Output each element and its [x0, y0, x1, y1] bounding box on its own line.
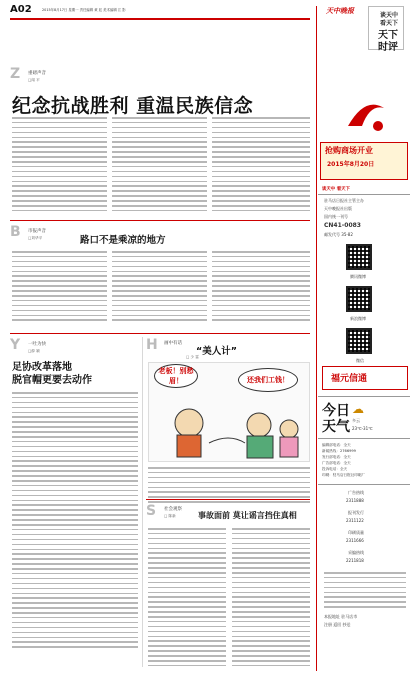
brand-emblem-icon — [340, 96, 390, 136]
date-line: 2015年8月17日 星期一 责任编辑 黄 虹 美术编辑 江 影 — [42, 8, 126, 12]
advertisement-banner[interactable] — [320, 142, 408, 180]
ad-phone-label: 广告热线 — [348, 490, 364, 495]
cartoon-title: “美人计” — [196, 346, 237, 357]
footer-line-1: 本报地址 驻马店市 — [324, 614, 358, 619]
footer-line-2: 注册 返回 抄送 — [324, 622, 351, 627]
divider — [10, 220, 310, 221]
publisher-line-1: 驻马店日报社主管主办 — [324, 198, 364, 203]
column-label: 谈天中 看天下 — [322, 187, 350, 192]
article3-title-line2: 脱官帽更要去动作 — [12, 375, 92, 386]
weather-day: 天气 — [322, 419, 350, 435]
article2-body-col3 — [212, 251, 310, 324]
column-line-2: 看天下 — [380, 20, 399, 27]
cloud-sun-icon: ☁ — [352, 402, 364, 416]
speech-bubble-left: 老板！别愁眉！ — [154, 364, 198, 388]
brand-block — [322, 6, 408, 76]
section-letter-y: Y — [10, 337, 21, 353]
section-letter-s: S — [146, 503, 157, 519]
article2-author: □刘华平 — [28, 236, 43, 240]
article4-body-col2 — [232, 528, 310, 670]
article3-author: □薛 颖 — [28, 349, 40, 353]
office-phone: 2211818 — [346, 558, 364, 563]
info-line-4: 广告部电话：全天 — [322, 461, 351, 465]
post-code: 邮发代号 35-82 — [324, 232, 353, 237]
qr-code-wechat[interactable] — [346, 328, 372, 354]
info-line-3: 发行部电话：全天 — [322, 455, 351, 459]
weather-label: 今日 — [322, 403, 350, 419]
info-line-2: 新闻热线：2766999 — [322, 449, 356, 453]
section-label: 画中有话 — [164, 341, 182, 346]
lead-title: 纪念抗战胜利 重温民族信念 — [12, 95, 254, 117]
column-line-3: 天下 — [378, 30, 398, 41]
qr-label-sina: 新浪微博 — [350, 316, 366, 321]
subscription-label: 报刊发行 — [348, 510, 364, 515]
promo-banner[interactable] — [322, 366, 408, 390]
article4-title: 事故面前 莫让谣言挡住真相 — [198, 511, 297, 520]
divider — [318, 438, 410, 439]
info-line-6: 印刷：驻马店日报社印刷厂 — [322, 473, 366, 477]
cn-code: CN41-0083 — [324, 222, 361, 229]
column-divider — [142, 337, 143, 667]
article4-body-col1 — [148, 528, 226, 670]
section-letter-z: Z — [10, 66, 21, 82]
print-phone: 2311666 — [346, 538, 364, 543]
lead-body-col1 — [12, 117, 107, 215]
column-line-4: 时评 — [378, 42, 398, 53]
info-line-1: 编辑部电话：全天 — [322, 443, 351, 447]
sidebar-border — [316, 6, 317, 671]
divider — [318, 396, 410, 397]
qr-label-wechat: 微信 — [356, 358, 364, 363]
weather-temp: 23℃-31℃ — [352, 426, 373, 431]
section-label: 社会观察 — [164, 507, 182, 512]
info-line-5: 投诉电话：全天 — [322, 467, 348, 471]
article3-title-line1: 足协改革落地 — [12, 362, 72, 373]
column-line-1: 谈天中 — [380, 12, 399, 19]
weather-desc: 多云 — [352, 418, 360, 423]
section-label: 一吐为快 — [28, 342, 46, 347]
promo-text: 福元信通 — [331, 374, 368, 384]
section-letter-b: B — [10, 224, 21, 240]
ad-title: 抢购商场开业 — [325, 146, 373, 155]
article2-title: 路口不是乘凉的地方 — [80, 235, 166, 246]
divider — [146, 499, 310, 500]
qr-code-tencent[interactable] — [346, 244, 372, 270]
divider — [318, 194, 410, 195]
lead-body-col2 — [112, 117, 207, 215]
divider — [318, 484, 410, 485]
article2-body-col1 — [12, 251, 107, 324]
page-header — [10, 6, 310, 20]
newspaper-logo: 天中晚报 — [326, 6, 354, 15]
cartoon-caption — [148, 467, 310, 506]
lead-author: □闻 平 — [28, 78, 40, 82]
ad-sub: 2015年8月20日 — [327, 161, 375, 168]
section-letter-h: H — [146, 337, 158, 353]
page-number: A02 — [10, 4, 32, 15]
qr-code-sina[interactable] — [346, 286, 372, 312]
section-label: 重磅声音 — [28, 71, 46, 76]
office-label: 采编热线 — [348, 550, 364, 555]
subscription-phone: 2311122 — [346, 518, 364, 523]
sidebar-footer-text — [324, 572, 406, 611]
publisher-line-2: 天中晚报社出版 — [324, 206, 352, 211]
article2-body-col2 — [112, 251, 207, 324]
divider — [10, 333, 310, 334]
speech-bubble-right: 还我们工钱！ — [238, 368, 298, 392]
section-label: 市报声音 — [28, 229, 46, 234]
article3-body — [12, 392, 138, 651]
ad-phone: 2311888 — [346, 498, 364, 503]
cn-number-label: 国内统一刊号 — [324, 214, 348, 219]
article4-author: □ 陈新 — [164, 514, 176, 518]
print-label: 印刷质量 — [348, 530, 364, 535]
qr-label-tencent: 腾讯微博 — [350, 274, 366, 279]
cartoon-author: □ 少 雷 — [186, 355, 199, 359]
lead-body-col3 — [212, 117, 310, 215]
